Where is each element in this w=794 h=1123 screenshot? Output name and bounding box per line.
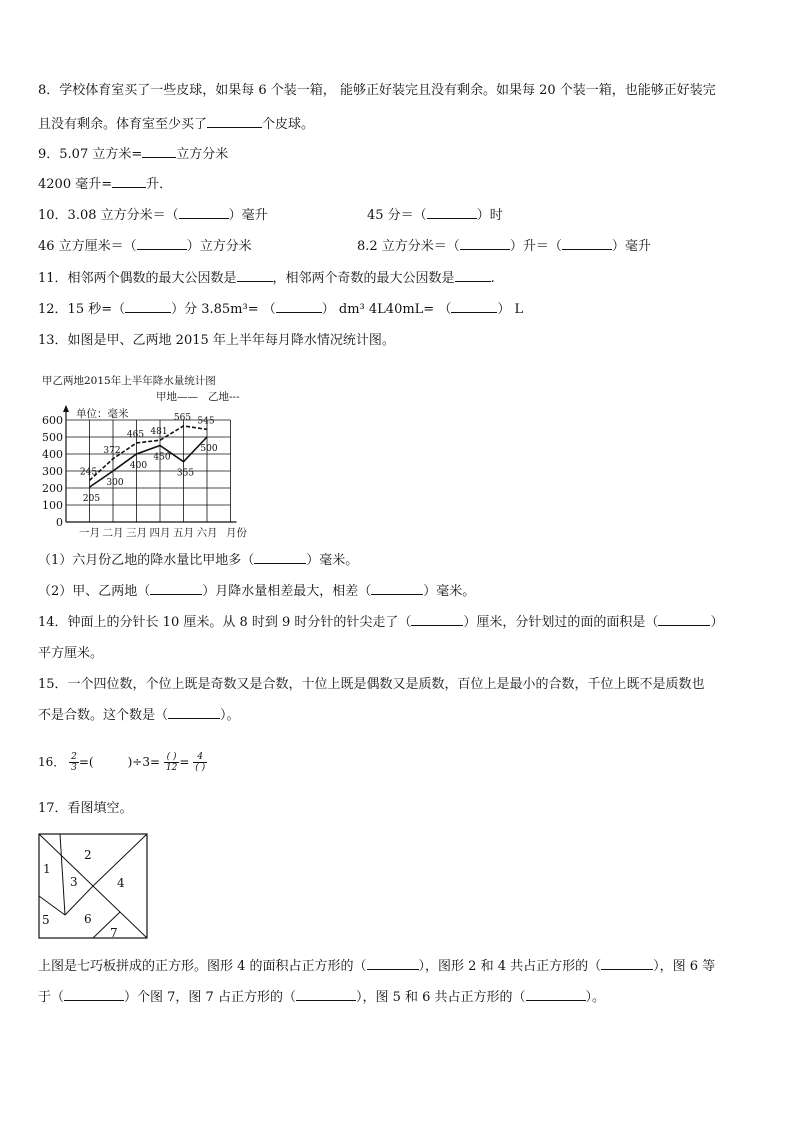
data-label: 481 <box>150 427 168 438</box>
q16-line <box>38 752 207 773</box>
q16-number: 16． <box>38 755 66 769</box>
q14-line1 <box>38 613 723 632</box>
chart-x-axis-label: 月份 <box>226 527 247 539</box>
x-tick-label: 六月 <box>196 527 218 539</box>
q17-text5: ）个图 7，图 7 占正方形的（ <box>124 990 296 1005</box>
chart-x-ticks <box>79 527 218 539</box>
legend-yi: 乙地--- <box>208 391 240 403</box>
y-tick-label: 400 <box>42 448 63 461</box>
q10-line-b2 <box>357 237 651 256</box>
x-tick-label: 三月 <box>126 527 147 539</box>
q9-a-unit: 立方分米 <box>176 147 229 162</box>
q17-text1: 上图是七巧板拼成的正方形。图形 4 的面积占正方形的（ <box>38 959 367 974</box>
q17-blank2[interactable] <box>601 957 653 970</box>
q10-line-a1 <box>38 206 268 225</box>
q17-blank4[interactable] <box>296 988 356 1001</box>
tangram-label-1: 1 <box>43 862 51 876</box>
legend-jia: 甲地—— <box>156 391 198 403</box>
q13-sub2-text: （2）甲、乙两地（ <box>38 584 151 599</box>
y-tick-label: 500 <box>42 431 63 444</box>
q17-line2 <box>38 988 605 1007</box>
chart-title: 甲乙两地2015年上半年降水量统计图 <box>42 375 216 387</box>
q12-line <box>38 300 523 319</box>
q10-line-a2 <box>367 206 503 225</box>
q12-text4: ） L <box>497 302 524 317</box>
q15-suffix: ）。 <box>220 708 240 723</box>
chart-data-labels <box>80 413 218 504</box>
q16-f2-den: 12 <box>165 763 178 773</box>
q11-blank1[interactable] <box>237 269 273 282</box>
q15-line1: 15．一个四位数，个位上既是奇数又是合数，十位上既是偶数又是质数，百位上是最小的合数，千位上既不是质数也 <box>38 677 705 692</box>
q11-blank2[interactable] <box>455 269 491 282</box>
q10-line-b1 <box>38 237 252 256</box>
y-tick-label: 0 <box>56 516 63 529</box>
q14-line2: 平方厘米。 <box>38 646 104 661</box>
y-tick-label: 600 <box>42 414 63 427</box>
x-tick-label: 二月 <box>102 527 124 539</box>
q10-b2-unit: ）毫升 <box>611 239 651 254</box>
q10-b2-blank1[interactable] <box>460 237 510 250</box>
q12-blank1[interactable] <box>125 300 171 313</box>
data-label: 300 <box>106 478 124 488</box>
q9-b-blank[interactable] <box>112 175 146 188</box>
data-label: 400 <box>129 461 148 471</box>
data-label: 545 <box>197 416 215 427</box>
y-tick-label: 100 <box>42 499 63 512</box>
q8-text: 且没有剩余。体育室至少买了 <box>38 117 208 132</box>
q13-sub2-blank1[interactable] <box>150 582 202 595</box>
tangram-square-figure <box>38 833 150 941</box>
q17-text3: ），图 6 等 <box>653 959 716 974</box>
q10-a1-blank[interactable] <box>179 206 229 219</box>
q12-text2: ）分 3.85m³= （ <box>171 302 276 317</box>
tangram-label-7: 7 <box>110 926 118 940</box>
chart-y-ticks <box>42 414 63 529</box>
q17-text7: ）。 <box>585 990 606 1005</box>
q16-f1-den: 3 <box>71 763 77 773</box>
tangram-label-5: 5 <box>42 913 50 927</box>
q15-blank[interactable] <box>168 706 220 719</box>
q16-div: )÷3= <box>127 755 161 769</box>
q14-text2: ）厘米，分针划过的面的面积是（ <box>463 615 659 630</box>
q15-line2 <box>38 706 240 725</box>
y-tick-label: 300 <box>42 465 63 478</box>
q16-fraction2 <box>164 752 179 773</box>
q10-b2-mid: ）升＝（ <box>509 239 562 254</box>
q13-stem: 13．如图是甲、乙两地 2015 年上半年每月降水情况统计图。 <box>38 333 395 348</box>
q9-a-blank[interactable] <box>142 145 176 158</box>
data-label: 372 <box>103 445 121 456</box>
q9-line-b <box>38 175 172 194</box>
q12-text1: 12．15 秒=（ <box>38 302 126 317</box>
q17-blank5[interactable] <box>526 988 586 1001</box>
q10-b1-blank[interactable] <box>137 237 187 250</box>
q9-b-text: 4200 毫升= <box>38 177 113 192</box>
q16-eq1: =( <box>78 755 94 769</box>
y-axis-arrow <box>63 405 69 412</box>
q12-blank3[interactable] <box>451 300 497 313</box>
q16-blank1[interactable] <box>94 754 128 766</box>
q9-a-text: 9．5.07 立方米= <box>38 147 143 162</box>
q8-line1: 8．学校体育室买了一些皮球，如果每 6 个装一箱， 能够正好装完且没有剩余。如果每 20 个装一箱，也能够正好装完 <box>38 83 716 98</box>
q9-line-a <box>38 145 228 164</box>
data-label: 565 <box>173 412 192 423</box>
q17-text2: ），图形 2 和 4 共占正方形的（ <box>418 959 602 974</box>
q11-text1: 11．相邻两个偶数的最大公因数是 <box>38 271 237 286</box>
q11-text3: . <box>490 271 495 286</box>
q13-sub1-blank[interactable] <box>254 551 306 564</box>
tangram-label-2: 2 <box>84 848 92 862</box>
q13-sub1-text: （1）六月份乙地的降水量比甲地多（ <box>38 553 255 568</box>
q17-blank1[interactable] <box>367 957 419 970</box>
q10-a2-blank[interactable] <box>427 206 477 219</box>
q11-text2: ，相邻两个奇数的最大公因数是 <box>272 271 455 286</box>
q16-f3-num: 4 <box>193 752 207 763</box>
q10-b2-blank2[interactable] <box>562 237 612 250</box>
q12-text3: ） dm³ 4L40mL= （ <box>321 302 452 317</box>
q13-sub2-blank2[interactable] <box>371 582 423 595</box>
q17-line1 <box>38 957 715 976</box>
q14-text3: ） <box>710 615 724 630</box>
data-label: 205 <box>82 494 101 505</box>
q10-b1-unit: ）立方分米 <box>186 239 252 254</box>
q17-stem: 17．看图填空。 <box>38 801 133 816</box>
q9-b-unit: 升． <box>146 177 173 192</box>
q16-eq2: = <box>179 755 190 769</box>
x-tick-label: 四月 <box>149 527 171 539</box>
q13-sub2-mid: ）月降水量相差最大，相差（ <box>202 584 372 599</box>
q10-a2-unit: ）时 <box>476 208 503 223</box>
q14-blank1[interactable] <box>411 613 463 626</box>
q17-text6: ），图 5 和 6 共占正方形的（ <box>355 990 526 1005</box>
rainfall-line-chart <box>36 370 266 540</box>
q10-a1-unit: ）毫升 <box>228 208 268 223</box>
q13-sub1-unit: ）毫米。 <box>306 553 359 568</box>
chart-unit-label: 单位：毫米 <box>76 408 129 420</box>
q10-a2-text: 45 分＝（ <box>367 208 427 223</box>
q10-b1-text: 46 立方厘米＝（ <box>38 239 137 254</box>
q11-line <box>38 269 495 288</box>
q13-sub2 <box>38 582 475 601</box>
q13-sub1 <box>38 551 358 570</box>
q14-text1: 14．钟面上的分针长 10 厘米。从 8 时到 9 时分针的针尖走了（ <box>38 615 412 630</box>
q17-blank3[interactable] <box>64 988 124 1001</box>
q12-blank2[interactable] <box>276 300 322 313</box>
q8-suffix: 个皮球。 <box>262 117 315 132</box>
q16-fraction3 <box>193 752 207 773</box>
q16-f3-den[interactable]: ( ) <box>195 763 206 773</box>
q10-a1-text: 10．3.08 立方分米＝（ <box>38 208 179 223</box>
data-label: 355 <box>176 468 195 479</box>
q16-f1-num: 2 <box>71 752 77 762</box>
q16-f2-num[interactable]: ( ) <box>164 752 179 763</box>
q15-text: 不是合数。这个数是（ <box>38 708 169 723</box>
q8-answer-blank[interactable] <box>207 115 262 128</box>
q14-blank2[interactable] <box>658 613 710 626</box>
x-tick-label: 五月 <box>173 527 194 539</box>
data-label: 450 <box>153 452 171 463</box>
tangram-label-4: 4 <box>117 876 125 890</box>
y-tick-label: 200 <box>42 482 63 495</box>
x-tick-label: 一月 <box>79 527 100 539</box>
tangram-label-3: 3 <box>70 875 78 889</box>
q10-b2-text: 8.2 立方分米＝（ <box>357 239 460 254</box>
q16-fraction1 <box>69 752 79 773</box>
q8-line2 <box>38 115 314 134</box>
data-label: 500 <box>200 444 218 454</box>
data-label: 465 <box>126 429 145 440</box>
data-label: 245 <box>79 467 98 478</box>
q17-text4: 于（ <box>38 990 65 1005</box>
tangram-label-6: 6 <box>84 912 92 926</box>
q13-sub2-unit: ）毫米。 <box>423 584 476 599</box>
